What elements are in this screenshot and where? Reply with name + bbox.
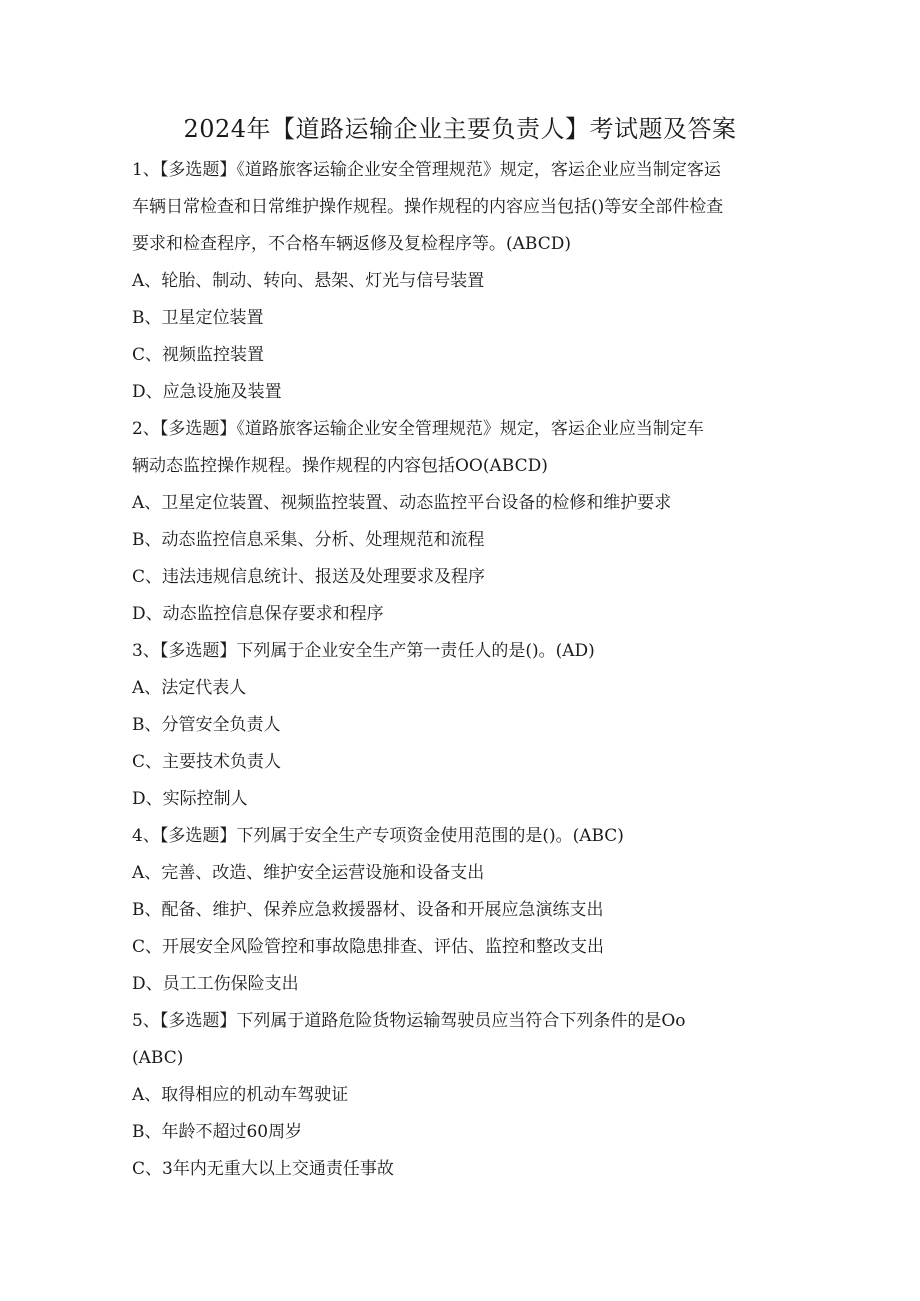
question-stem-line: 5、【多选题】下列属于道路危险货物运输驾驶员应当符合下列条件的是Oo [132, 1011, 686, 1031]
question-stem-line: 车辆日常检查和日常维护操作规程。操作规程的内容应当包括()等安全部件检查 [132, 197, 724, 217]
question-2 [132, 411, 792, 633]
option-b: B、卫星定位装置 [132, 308, 264, 328]
question-stem [132, 411, 792, 485]
question-list [132, 152, 792, 1188]
question-stem-line: 2、【多选题】《道路旅客运输企业安全管理规范》规定，客运企业应当制定车 [132, 419, 704, 439]
question-stem-line: 4、【多选题】下列属于安全生产专项资金使用范围的是()。(ABC) [132, 826, 624, 846]
option-c: C、违法违规信息统计、报送及处理要求及程序 [132, 567, 486, 587]
option-c: C、视频监控装置 [132, 345, 265, 365]
option-a: A、取得相应的机动车驾驶证 [132, 1085, 349, 1105]
option-b: B、分管安全负责人 [132, 715, 281, 735]
option-a: A、法定代表人 [132, 678, 247, 698]
question-stem-line: 1、【多选题】《道路旅客运输企业安全管理规范》规定，客运企业应当制定客运 [132, 160, 721, 180]
question-stem [132, 1003, 792, 1077]
question-stem [132, 633, 792, 670]
option-c: C、3年内无重大以上交通责任事故 [132, 1159, 394, 1179]
option-a: A、完善、改造、维护安全运营设施和设备支出 [132, 863, 485, 883]
option-b: B、年龄不超过60周岁 [132, 1122, 303, 1142]
document-title: 2024年【道路运输企业主要负责人】考试题及答案 [183, 115, 737, 143]
option-d: D、员工工伤保险支出 [132, 974, 299, 994]
question-3 [132, 633, 792, 818]
option-a: A、卫星定位装置、视频监控装置、动态监控平台设备的检修和维护要求 [132, 493, 672, 513]
option-d: D、实际控制人 [132, 789, 248, 809]
option-d: D、应急设施及装置 [132, 382, 282, 402]
question-stem-line: 要求和检查程序，不合格车辆返修及复检程序等。(ABCD) [132, 234, 571, 254]
question-1 [132, 152, 792, 411]
question-stem-line: 辆动态监控操作规程。操作规程的内容包括OO(ABCD) [132, 456, 548, 476]
question-stem [132, 152, 792, 263]
question-stem [132, 818, 792, 855]
question-stem-line: (ABC) [132, 1048, 184, 1068]
question-5 [132, 1003, 792, 1188]
option-b: B、动态监控信息采集、分析、处理规范和流程 [132, 530, 485, 550]
option-b: B、配备、维护、保养应急救援器材、设备和开展应急演练支出 [132, 900, 604, 920]
question-stem-line: 3、【多选题】下列属于企业安全生产第一责任人的是()。(AD) [132, 641, 595, 661]
option-d: D、动态监控信息保存要求和程序 [132, 604, 384, 624]
option-a: A、轮胎、制动、转向、悬架、灯光与信号装置 [132, 271, 485, 291]
question-4 [132, 818, 792, 1003]
option-c: C、开展安全风险管控和事故隐患排查、评估、监控和整改支出 [132, 937, 605, 957]
option-c: C、主要技术负责人 [132, 752, 282, 772]
